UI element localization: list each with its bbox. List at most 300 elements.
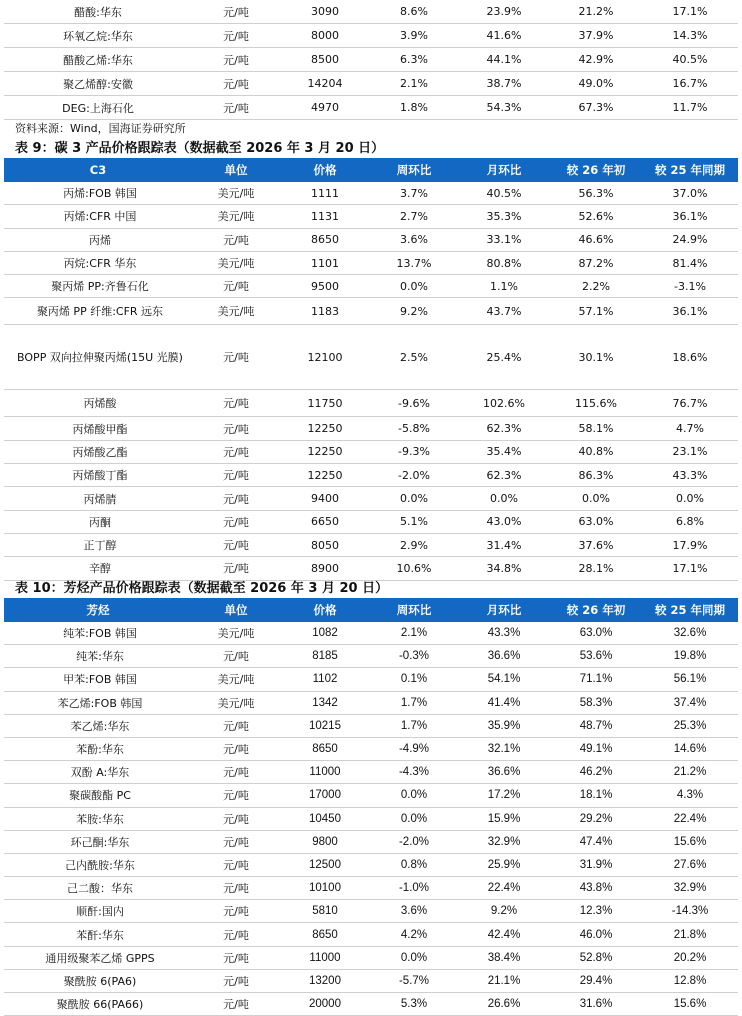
yoy-cell: 14.3% xyxy=(642,24,738,48)
table-row xyxy=(4,807,738,830)
price-cell: 1183 xyxy=(280,298,370,325)
product-cell: 聚碳酸酯 PC xyxy=(4,784,192,807)
price-cell: 4970 xyxy=(280,96,370,120)
table-row xyxy=(4,668,738,691)
col-header-yoy: 较 25 年同期 xyxy=(642,598,738,622)
mom-cell: 9.2% xyxy=(458,900,550,923)
ytd-cell: 52.6% xyxy=(550,205,642,228)
unit-cell: 美元/吨 xyxy=(192,622,280,645)
unit-cell: 元/吨 xyxy=(192,275,280,298)
table-row xyxy=(4,510,738,533)
product-cell: 丙烯酸乙酯 xyxy=(4,440,192,463)
wow-cell: 3.7% xyxy=(370,182,458,205)
mom-cell: 38.4% xyxy=(458,946,550,969)
wow-cell: 2.5% xyxy=(370,325,458,390)
price-cell: 1111 xyxy=(280,182,370,205)
table-row xyxy=(4,24,738,48)
yoy-cell: -14.3% xyxy=(642,900,738,923)
ytd-cell: 67.3% xyxy=(550,96,642,120)
product-cell: 丙烯:FOB 韩国 xyxy=(4,182,192,205)
wow-cell: 4.2% xyxy=(370,923,458,946)
table-row xyxy=(4,877,738,900)
wow-cell: 0.0% xyxy=(370,784,458,807)
yoy-cell: 37.4% xyxy=(642,691,738,714)
unit-cell: 美元/吨 xyxy=(192,298,280,325)
wow-cell: -1.0% xyxy=(370,877,458,900)
table-row xyxy=(4,228,738,251)
table-10-caption: 表 10：芳烃产品价格跟踪表（数据截至 2026 年 3 月 20 日） xyxy=(15,581,389,596)
mom-cell: 26.6% xyxy=(458,993,550,1016)
mom-cell: 1.1% xyxy=(458,275,550,298)
mom-cell: 22.4% xyxy=(458,877,550,900)
source-note: 资料来源：Wind，国海证券研究所 xyxy=(15,122,186,135)
wow-cell: 2.7% xyxy=(370,205,458,228)
product-cell: 通用级聚苯乙烯 GPPS xyxy=(4,946,192,969)
unit-cell: 元/吨 xyxy=(192,645,280,668)
unit-cell: 元/吨 xyxy=(192,557,280,580)
table-row xyxy=(4,251,738,274)
ytd-cell: 29.2% xyxy=(550,807,642,830)
wow-cell: 0.1% xyxy=(370,668,458,691)
price-cell: 11000 xyxy=(280,761,370,784)
table-row xyxy=(4,969,738,992)
yoy-cell: 40.5% xyxy=(642,48,738,72)
table-row xyxy=(4,48,738,72)
wow-cell: 2.1% xyxy=(370,72,458,96)
mom-cell: 42.4% xyxy=(458,923,550,946)
wow-cell: 5.3% xyxy=(370,993,458,1016)
yoy-cell: 21.2% xyxy=(642,761,738,784)
product-cell: 丙烯 xyxy=(4,228,192,251)
yoy-cell: 12.8% xyxy=(642,969,738,992)
yoy-cell: 17.1% xyxy=(642,0,738,24)
yoy-cell: 36.1% xyxy=(642,298,738,325)
price-cell: 12100 xyxy=(280,325,370,390)
yoy-cell: 15.6% xyxy=(642,830,738,853)
price-cell: 8900 xyxy=(280,557,370,580)
price-cell: 1131 xyxy=(280,205,370,228)
wow-cell: 0.8% xyxy=(370,853,458,876)
mom-cell: 43.0% xyxy=(458,510,550,533)
price-cell: 1082 xyxy=(280,622,370,645)
unit-cell: 元/吨 xyxy=(192,784,280,807)
price-cell: 9500 xyxy=(280,275,370,298)
unit-cell: 元/吨 xyxy=(192,993,280,1016)
ytd-cell: 43.8% xyxy=(550,877,642,900)
top-table-body xyxy=(4,0,738,120)
wow-cell: 0.0% xyxy=(370,275,458,298)
mom-cell: 35.4% xyxy=(458,440,550,463)
table-row xyxy=(4,691,738,714)
ytd-cell: 12.3% xyxy=(550,900,642,923)
yoy-cell: 6.8% xyxy=(642,510,738,533)
price-cell: 10450 xyxy=(280,807,370,830)
table-row xyxy=(4,900,738,923)
wow-cell: -4.9% xyxy=(370,737,458,760)
yoy-cell: 23.1% xyxy=(642,440,738,463)
unit-cell: 元/吨 xyxy=(192,96,280,120)
ytd-cell: 42.9% xyxy=(550,48,642,72)
ytd-cell: 30.1% xyxy=(550,325,642,390)
wow-cell: 9.2% xyxy=(370,298,458,325)
price-cell: 20000 xyxy=(280,993,370,1016)
price-cell: 11000 xyxy=(280,946,370,969)
product-cell: 正丁醇 xyxy=(4,533,192,556)
product-cell: 纯苯:华东 xyxy=(4,645,192,668)
wow-cell: 5.1% xyxy=(370,510,458,533)
wow-cell: 3.9% xyxy=(370,24,458,48)
unit-cell: 元/吨 xyxy=(192,807,280,830)
yoy-cell: 25.3% xyxy=(642,714,738,737)
product-cell: 丙烯腈 xyxy=(4,487,192,510)
table-row xyxy=(4,853,738,876)
ytd-cell: 29.4% xyxy=(550,969,642,992)
mom-cell: 33.1% xyxy=(458,228,550,251)
mom-cell: 23.9% xyxy=(458,0,550,24)
ytd-cell: 37.6% xyxy=(550,533,642,556)
unit-cell: 元/吨 xyxy=(192,969,280,992)
yoy-cell: 36.1% xyxy=(642,205,738,228)
product-cell: 苯乙烯:FOB 韩国 xyxy=(4,691,192,714)
table-row xyxy=(4,487,738,510)
ytd-cell: 48.7% xyxy=(550,714,642,737)
table-9-caption: 表 9：碳 3 产品价格跟踪表（数据截至 2026 年 3 月 20 日） xyxy=(15,141,385,156)
price-cell: 8000 xyxy=(280,24,370,48)
price-cell: 8650 xyxy=(280,228,370,251)
table-row xyxy=(4,298,738,325)
mom-cell: 62.3% xyxy=(458,464,550,487)
product-cell: 苯酐:华东 xyxy=(4,923,192,946)
product-cell: 聚丙烯 PP 纤维:CFR 远东 xyxy=(4,298,192,325)
price-cell: 9400 xyxy=(280,487,370,510)
product-cell: 苯乙烯:华东 xyxy=(4,714,192,737)
yoy-cell: 17.1% xyxy=(642,557,738,580)
wow-cell: -9.6% xyxy=(370,390,458,417)
unit-cell: 元/吨 xyxy=(192,325,280,390)
yoy-cell: 15.6% xyxy=(642,993,738,1016)
yoy-cell: 43.3% xyxy=(642,464,738,487)
price-cell: 11750 xyxy=(280,390,370,417)
product-cell: 环氧乙烷:华东 xyxy=(4,24,192,48)
mom-cell: 35.3% xyxy=(458,205,550,228)
table-row xyxy=(4,0,738,24)
col-header-product: C3 xyxy=(4,158,192,182)
mom-cell: 43.3% xyxy=(458,622,550,645)
yoy-cell: 22.4% xyxy=(642,807,738,830)
product-cell: 丙酮 xyxy=(4,510,192,533)
mom-cell: 34.8% xyxy=(458,557,550,580)
product-cell: 双酚 A:华东 xyxy=(4,761,192,784)
mom-cell: 31.4% xyxy=(458,533,550,556)
unit-cell: 元/吨 xyxy=(192,853,280,876)
ytd-cell: 31.9% xyxy=(550,853,642,876)
price-cell: 12250 xyxy=(280,464,370,487)
price-cell: 8650 xyxy=(280,737,370,760)
product-cell: 聚酰胺 6(PA6) xyxy=(4,969,192,992)
col-header-ytd: 较 26 年初 xyxy=(550,158,642,182)
unit-cell: 元/吨 xyxy=(192,48,280,72)
price-cell: 10100 xyxy=(280,877,370,900)
aromatics-table-body xyxy=(4,622,738,1016)
yoy-cell: 17.9% xyxy=(642,533,738,556)
product-cell: 丙烷:CFR 华东 xyxy=(4,251,192,274)
wow-cell: 0.0% xyxy=(370,807,458,830)
wow-cell: 1.7% xyxy=(370,714,458,737)
col-header-mom: 月环比 xyxy=(458,158,550,182)
mom-cell: 17.2% xyxy=(458,784,550,807)
yoy-cell: 16.7% xyxy=(642,72,738,96)
unit-cell: 元/吨 xyxy=(192,830,280,853)
price-cell: 10215 xyxy=(280,714,370,737)
wow-cell: 8.6% xyxy=(370,0,458,24)
product-cell: 聚酰胺 66(PA66) xyxy=(4,993,192,1016)
wow-cell: 0.0% xyxy=(370,487,458,510)
col-header-product: 芳烃 xyxy=(4,598,192,622)
product-cell: 丙烯酸 xyxy=(4,390,192,417)
product-cell: 丙烯酸甲酯 xyxy=(4,417,192,440)
price-cell: 6650 xyxy=(280,510,370,533)
wow-cell: -2.0% xyxy=(370,830,458,853)
yoy-cell: 32.6% xyxy=(642,622,738,645)
mom-cell: 36.6% xyxy=(458,645,550,668)
product-cell: 辛醇 xyxy=(4,557,192,580)
mom-cell: 44.1% xyxy=(458,48,550,72)
wow-cell: 2.1% xyxy=(370,622,458,645)
price-cell: 8050 xyxy=(280,533,370,556)
table-row xyxy=(4,464,738,487)
mom-cell: 40.5% xyxy=(458,182,550,205)
col-header-wow: 周环比 xyxy=(370,598,458,622)
wow-cell: -5.8% xyxy=(370,417,458,440)
table-row xyxy=(4,784,738,807)
mom-cell: 15.9% xyxy=(458,807,550,830)
unit-cell: 元/吨 xyxy=(192,923,280,946)
ytd-cell: 63.0% xyxy=(550,510,642,533)
wow-cell: -5.7% xyxy=(370,969,458,992)
col-header-yoy: 较 25 年同期 xyxy=(642,158,738,182)
price-cell: 12250 xyxy=(280,440,370,463)
mom-cell: 36.6% xyxy=(458,761,550,784)
unit-cell: 美元/吨 xyxy=(192,251,280,274)
ytd-cell: 58.3% xyxy=(550,691,642,714)
price-cell: 12500 xyxy=(280,853,370,876)
mom-cell: 38.7% xyxy=(458,72,550,96)
table-row xyxy=(4,923,738,946)
table-row xyxy=(4,761,738,784)
wow-cell: -2.0% xyxy=(370,464,458,487)
unit-cell: 元/吨 xyxy=(192,900,280,923)
yoy-cell: 11.7% xyxy=(642,96,738,120)
unit-cell: 元/吨 xyxy=(192,0,280,24)
product-cell: DEG:上海石化 xyxy=(4,96,192,120)
c3-table-body xyxy=(4,182,738,580)
price-cell: 8500 xyxy=(280,48,370,72)
mom-cell: 54.3% xyxy=(458,96,550,120)
unit-cell: 元/吨 xyxy=(192,72,280,96)
price-cell: 5810 xyxy=(280,900,370,923)
table-row xyxy=(4,325,738,390)
mom-cell: 35.9% xyxy=(458,714,550,737)
mom-cell: 54.1% xyxy=(458,668,550,691)
wow-cell: 6.3% xyxy=(370,48,458,72)
unit-cell: 元/吨 xyxy=(192,417,280,440)
ytd-cell: 71.1% xyxy=(550,668,642,691)
mom-cell: 25.9% xyxy=(458,853,550,876)
yoy-cell: 32.9% xyxy=(642,877,738,900)
table-row xyxy=(4,946,738,969)
col-header-price: 价格 xyxy=(280,158,370,182)
table-row xyxy=(4,275,738,298)
unit-cell: 元/吨 xyxy=(192,24,280,48)
product-cell: 环己酮:华东 xyxy=(4,830,192,853)
yoy-cell: 18.6% xyxy=(642,325,738,390)
ytd-cell: 87.2% xyxy=(550,251,642,274)
mom-cell: 102.6% xyxy=(458,390,550,417)
ytd-cell: 115.6% xyxy=(550,390,642,417)
table-row xyxy=(4,440,738,463)
price-cell: 1342 xyxy=(280,691,370,714)
mom-cell: 41.4% xyxy=(458,691,550,714)
col-header-wow: 周环比 xyxy=(370,158,458,182)
table-row xyxy=(4,533,738,556)
col-header-mom: 月环比 xyxy=(458,598,550,622)
table-row xyxy=(4,182,738,205)
ytd-cell: 46.0% xyxy=(550,923,642,946)
price-cell: 1102 xyxy=(280,668,370,691)
price-cell: 1101 xyxy=(280,251,370,274)
wow-cell: 1.8% xyxy=(370,96,458,120)
ytd-cell: 49.1% xyxy=(550,737,642,760)
ytd-cell: 58.1% xyxy=(550,417,642,440)
yoy-cell: -3.1% xyxy=(642,275,738,298)
yoy-cell: 4.3% xyxy=(642,784,738,807)
mom-cell: 32.9% xyxy=(458,830,550,853)
table-row xyxy=(4,72,738,96)
unit-cell: 美元/吨 xyxy=(192,691,280,714)
product-cell: 丙烯:CFR 中国 xyxy=(4,205,192,228)
col-header-unit: 单位 xyxy=(192,158,280,182)
price-cell: 8185 xyxy=(280,645,370,668)
ytd-cell: 37.9% xyxy=(550,24,642,48)
ytd-cell: 2.2% xyxy=(550,275,642,298)
unit-cell: 元/吨 xyxy=(192,946,280,969)
unit-cell: 元/吨 xyxy=(192,510,280,533)
price-cell: 14204 xyxy=(280,72,370,96)
ytd-cell: 86.3% xyxy=(550,464,642,487)
mom-cell: 25.4% xyxy=(458,325,550,390)
unit-cell: 元/吨 xyxy=(192,464,280,487)
wow-cell: 3.6% xyxy=(370,228,458,251)
col-header-unit: 单位 xyxy=(192,598,280,622)
product-cell: BOPP 双向拉伸聚丙烯(15U 光膜) xyxy=(4,325,192,390)
wow-cell: -0.3% xyxy=(370,645,458,668)
product-cell: 醋酸乙烯:华东 xyxy=(4,48,192,72)
table-row xyxy=(4,714,738,737)
table-row xyxy=(4,96,738,120)
col-header-price: 价格 xyxy=(280,598,370,622)
ytd-cell: 52.8% xyxy=(550,946,642,969)
product-cell: 甲苯:FOB 韩国 xyxy=(4,668,192,691)
yoy-cell: 4.7% xyxy=(642,417,738,440)
product-cell: 聚乙烯醇:安徽 xyxy=(4,72,192,96)
ytd-cell: 49.0% xyxy=(550,72,642,96)
wow-cell: 2.9% xyxy=(370,533,458,556)
product-cell: 己二酸：华东 xyxy=(4,877,192,900)
product-cell: 丙烯酸丁酯 xyxy=(4,464,192,487)
wow-cell: 0.0% xyxy=(370,946,458,969)
unit-cell: 元/吨 xyxy=(192,487,280,510)
wow-cell: -4.3% xyxy=(370,761,458,784)
ytd-cell: 28.1% xyxy=(550,557,642,580)
ytd-cell: 56.3% xyxy=(550,182,642,205)
mom-cell: 41.6% xyxy=(458,24,550,48)
table-row xyxy=(4,417,738,440)
unit-cell: 元/吨 xyxy=(192,877,280,900)
col-header-ytd: 较 26 年初 xyxy=(550,598,642,622)
yoy-cell: 27.6% xyxy=(642,853,738,876)
ytd-cell: 53.6% xyxy=(550,645,642,668)
price-cell: 12250 xyxy=(280,417,370,440)
table-row xyxy=(4,737,738,760)
wow-cell: 13.7% xyxy=(370,251,458,274)
yoy-cell: 0.0% xyxy=(642,487,738,510)
yoy-cell: 37.0% xyxy=(642,182,738,205)
mom-cell: 0.0% xyxy=(458,487,550,510)
yoy-cell: 56.1% xyxy=(642,668,738,691)
mom-cell: 62.3% xyxy=(458,417,550,440)
product-cell: 己内酰胺:华东 xyxy=(4,853,192,876)
table-row xyxy=(4,645,738,668)
ytd-cell: 21.2% xyxy=(550,0,642,24)
unit-cell: 元/吨 xyxy=(192,533,280,556)
price-cell: 8650 xyxy=(280,923,370,946)
wow-cell: 3.6% xyxy=(370,900,458,923)
table-row xyxy=(4,205,738,228)
product-cell: 醋酸:华东 xyxy=(4,0,192,24)
unit-cell: 元/吨 xyxy=(192,440,280,463)
ytd-cell: 46.2% xyxy=(550,761,642,784)
unit-cell: 元/吨 xyxy=(192,761,280,784)
ytd-cell: 63.0% xyxy=(550,622,642,645)
yoy-cell: 76.7% xyxy=(642,390,738,417)
yoy-cell: 24.9% xyxy=(642,228,738,251)
unit-cell: 美元/吨 xyxy=(192,205,280,228)
mom-cell: 21.1% xyxy=(458,969,550,992)
wow-cell: -9.3% xyxy=(370,440,458,463)
ytd-cell: 0.0% xyxy=(550,487,642,510)
yoy-cell: 20.2% xyxy=(642,946,738,969)
wow-cell: 10.6% xyxy=(370,557,458,580)
unit-cell: 元/吨 xyxy=(192,228,280,251)
unit-cell: 元/吨 xyxy=(192,390,280,417)
c3-price-table xyxy=(4,158,738,581)
mom-cell: 43.7% xyxy=(458,298,550,325)
aromatics-price-table xyxy=(4,598,738,1016)
wow-cell: 1.7% xyxy=(370,691,458,714)
ytd-cell: 46.6% xyxy=(550,228,642,251)
price-cell: 13200 xyxy=(280,969,370,992)
product-cell: 顺酐:国内 xyxy=(4,900,192,923)
yoy-cell: 21.8% xyxy=(642,923,738,946)
yoy-cell: 14.6% xyxy=(642,737,738,760)
unit-cell: 美元/吨 xyxy=(192,668,280,691)
table-row xyxy=(4,622,738,645)
unit-cell: 美元/吨 xyxy=(192,182,280,205)
product-cell: 苯酚:华东 xyxy=(4,737,192,760)
c3-header-row xyxy=(4,158,738,182)
table-row xyxy=(4,390,738,417)
table-row xyxy=(4,993,738,1016)
